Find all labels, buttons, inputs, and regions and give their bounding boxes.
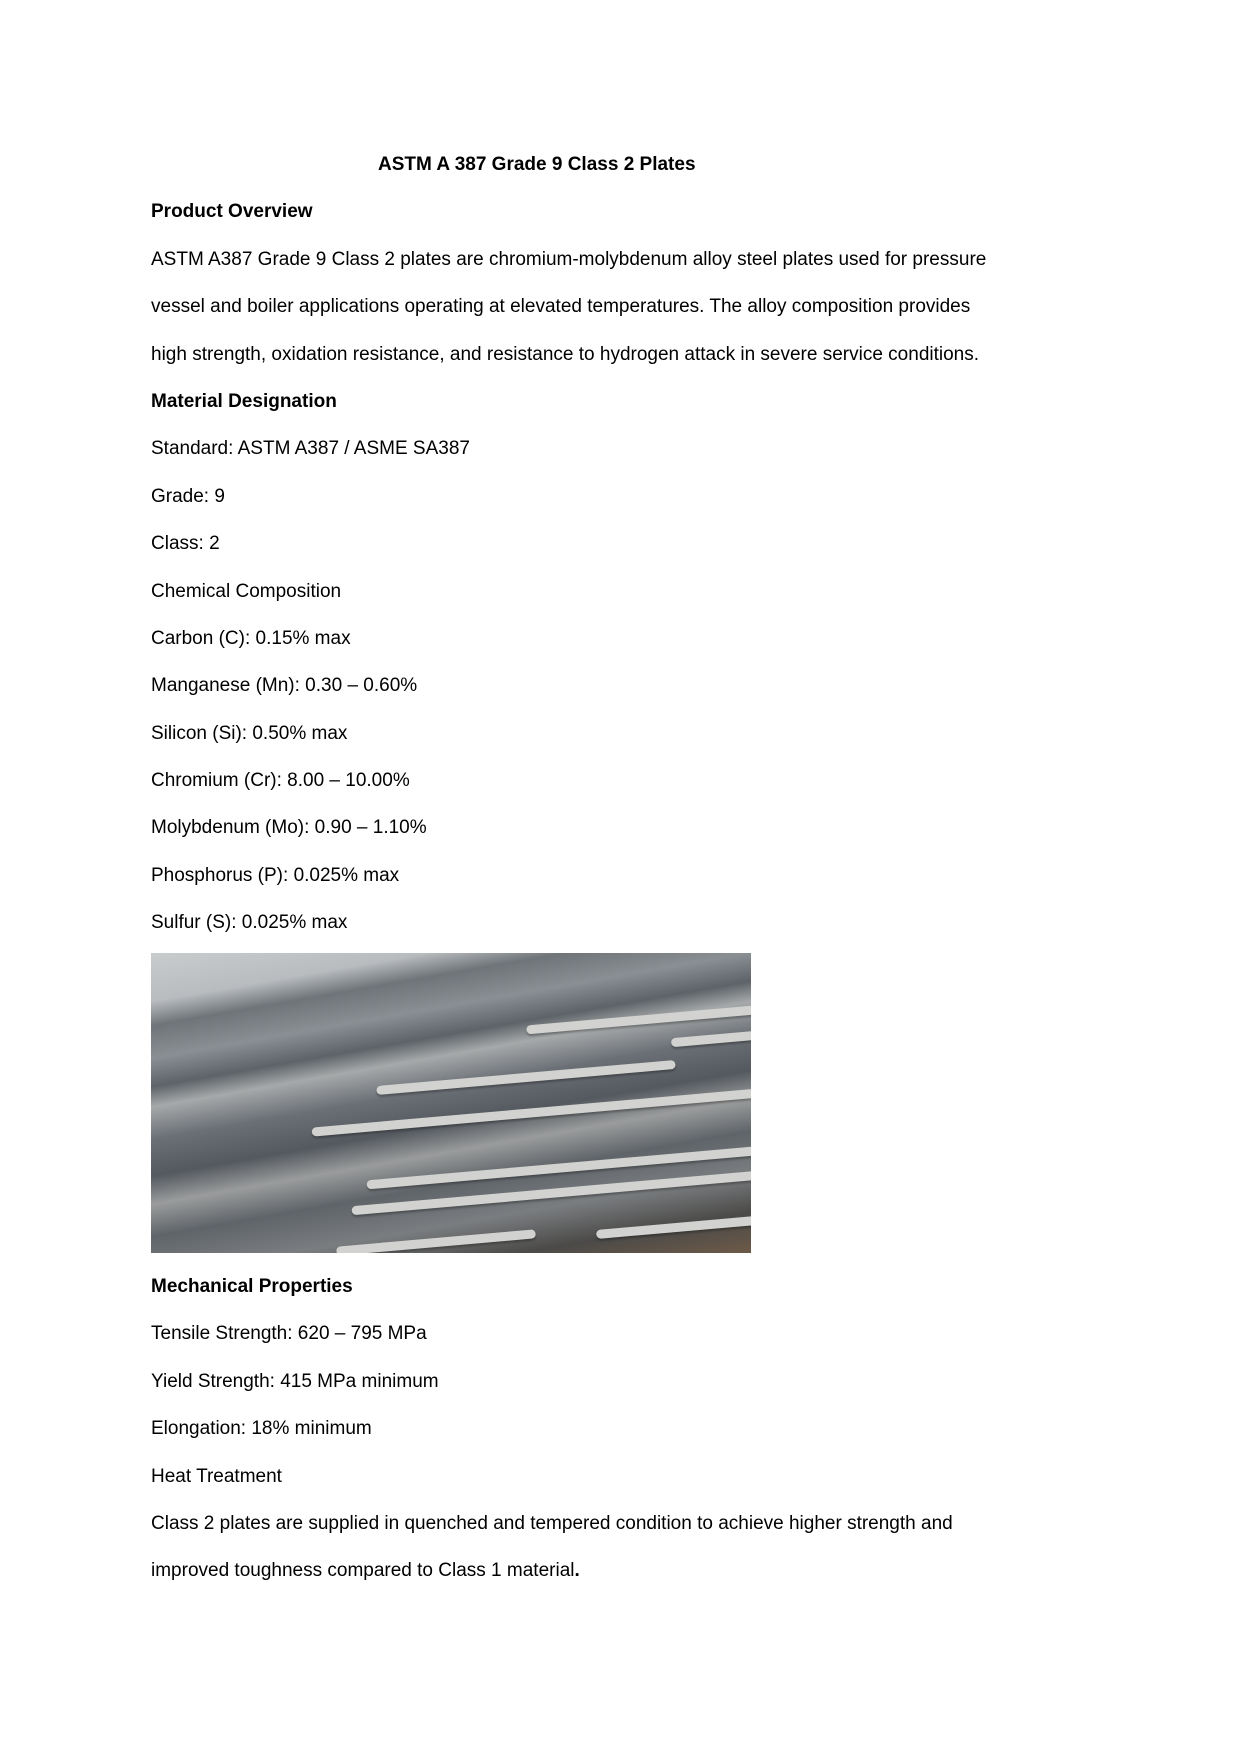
heat-line <box>151 1547 1101 1594</box>
end-mark: . <box>574 1560 580 1582</box>
chemical-item: Manganese (Mn): 0.30 – 0.60% <box>151 675 418 697</box>
overview-line: vessel and boiler applications operating at elevated temperatures. The alloy composition provides <box>151 296 971 318</box>
chemical-item: Sulfur (S): 0.025% max <box>151 912 348 934</box>
steel-plates-photo <box>151 953 751 1253</box>
chemical-item: Phosphorus (P): 0.025% max <box>151 864 400 886</box>
mechanical-heading: Mechanical Properties <box>151 1276 353 1297</box>
mechanical-item: Elongation: 18% minimum <box>151 1418 372 1440</box>
chemical-item: Silicon (Si): 0.50% max <box>151 722 348 744</box>
designation-heading: Material Designation <box>151 390 337 412</box>
document-lower <box>151 1263 1101 1595</box>
chemical-item: Carbon (C): 0.15% max <box>151 627 351 649</box>
overview-line: high strength, oxidation resistance, and resistance to hydrogen attack in severe service conditions. <box>151 343 980 365</box>
chemical-item: Molybdenum (Mo): 0.90 – 1.10% <box>151 817 427 839</box>
overview-heading: Product Overview <box>151 201 313 223</box>
heat-line-text: improved toughness compared to Class 1 material <box>151 1560 575 1582</box>
designation-item: Class: 2 <box>151 533 220 555</box>
heat-line: Class 2 plates are supplied in quenched and tempered condition to achieve higher strength and <box>151 1512 953 1534</box>
chemical-heading: Chemical Composition <box>151 580 342 602</box>
mechanical-item: Yield Strength: 415 MPa minimum <box>151 1370 439 1392</box>
heat-heading: Heat Treatment <box>151 1465 282 1487</box>
designation-item: Standard: ASTM A387 / ASME SA387 <box>151 438 470 460</box>
mechanical-item: Tensile Strength: 620 – 795 MPa <box>151 1323 427 1345</box>
designation-item: Grade: 9 <box>151 485 225 507</box>
overview-line: ASTM A387 Grade 9 Class 2 plates are chromium-molybdenum alloy steel plates used for pressure <box>151 248 987 270</box>
document-upper <box>151 141 1101 947</box>
chemical-item: Chromium (Cr): 8.00 – 10.00% <box>151 770 410 792</box>
page-title: ASTM A 387 Grade 9 Class 2 Plates <box>378 154 696 175</box>
